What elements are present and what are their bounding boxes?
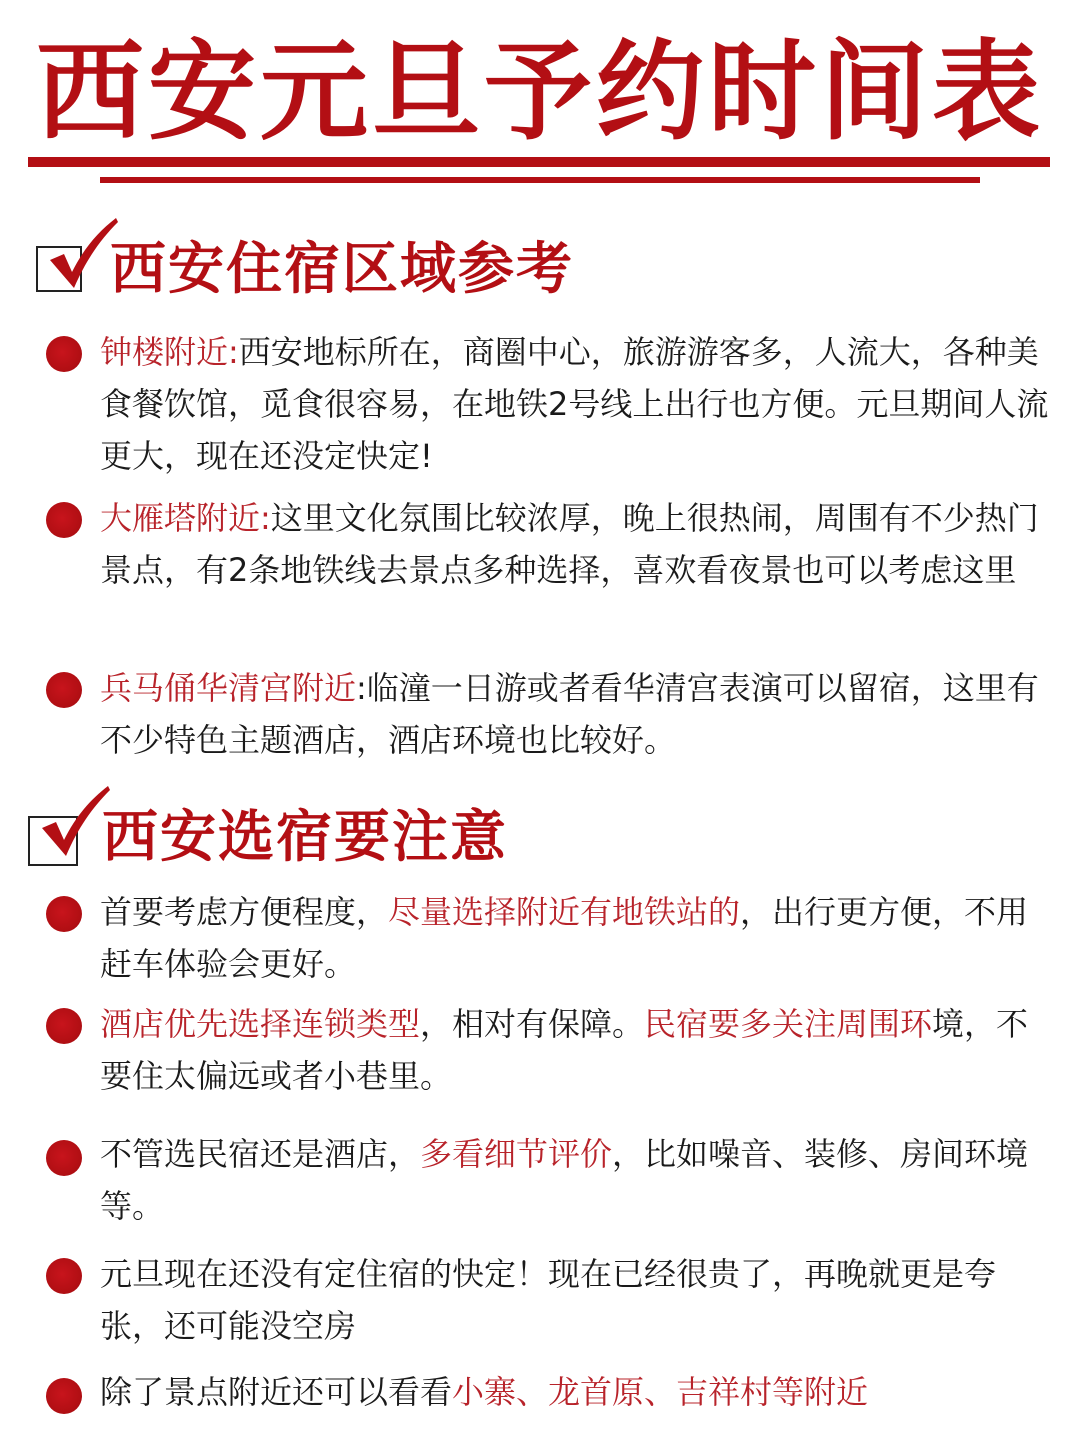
red-dot-icon — [46, 336, 82, 372]
item-text: :临潼一日游或者看华清宫表演可以留宿，这里有不少特色主题酒店，酒店环境也比较好。 — [100, 669, 1039, 759]
red-dot-icon — [46, 502, 82, 538]
red-dot-icon — [46, 1378, 82, 1414]
item-text: 元旦现在还没有定住宿的快定！现在已经很贵了，再晚就更是夸张，还可能没空房 — [100, 1255, 997, 1345]
page-title: 西安元旦予约时间表 — [35, 30, 1044, 155]
list-item — [100, 1366, 1050, 1418]
item-highlight: 酒店优先选择连锁类型 — [100, 1005, 421, 1043]
item-text: 这里文化氛围比较浓厚，晚上很热闹，周围有不少热门景点，有2条地铁线去景点多种选择，喜欢看夜景也可以考虑这里 — [100, 499, 1039, 589]
section-title: 西安住宿区域参考 — [110, 237, 574, 302]
item-text: ，比如噪音、装修、房间环境等。 — [100, 1135, 1029, 1225]
list-item — [100, 1128, 1050, 1232]
title-underline-thick — [28, 157, 1050, 167]
list-item — [100, 998, 1050, 1102]
list-item — [100, 492, 1050, 648]
item-highlight: 民宿要多关注周围环 — [644, 1005, 933, 1043]
red-dot-icon — [46, 1008, 82, 1044]
red-dot-icon — [46, 1140, 82, 1176]
item-label: 钟楼附近: — [100, 333, 239, 371]
item-text: 不管选民宿还是酒店， — [100, 1135, 421, 1173]
item-text: ，相对有保障。 — [420, 1005, 645, 1043]
item-label: 大雁塔附近: — [100, 499, 271, 537]
item-text: 境，不要住太偏远或者小巷里。 — [100, 1005, 1029, 1095]
title-underline-thin — [100, 177, 980, 183]
item-text: 西安地标所在，商圈中心，旅游游客多，人流大，各种美食餐饮馆，觅食很容易，在地铁2号线上出行也方便。元旦期间人流更大，现在还没定快定! — [100, 333, 1049, 475]
red-dot-icon — [46, 1258, 82, 1294]
list-item — [100, 662, 1050, 766]
item-text: 除了景点附近还可以看看 — [100, 1373, 453, 1411]
item-highlight: 尽量选择附近有地铁站的 — [388, 893, 741, 931]
red-dot-icon — [46, 896, 82, 932]
item-highlight: 小寨、龙首原、吉祥村等附近 — [452, 1373, 869, 1411]
red-dot-icon — [46, 672, 82, 708]
section-title: 西安选宿要注意 — [102, 805, 508, 870]
item-highlight: 多看细节评价 — [420, 1135, 613, 1173]
list-item — [100, 886, 1050, 990]
section-heading-lodging-areas — [36, 232, 736, 312]
list-item — [100, 1248, 1050, 1352]
item-label: 兵马俑华清宫附近 — [100, 669, 357, 707]
item-text: 首要考虑方便程度， — [100, 893, 389, 931]
section-heading-lodging-tips — [28, 794, 728, 874]
list-item — [100, 326, 1050, 482]
item-text: ，出行更方便，不用赶车体验会更好。 — [100, 893, 1029, 983]
